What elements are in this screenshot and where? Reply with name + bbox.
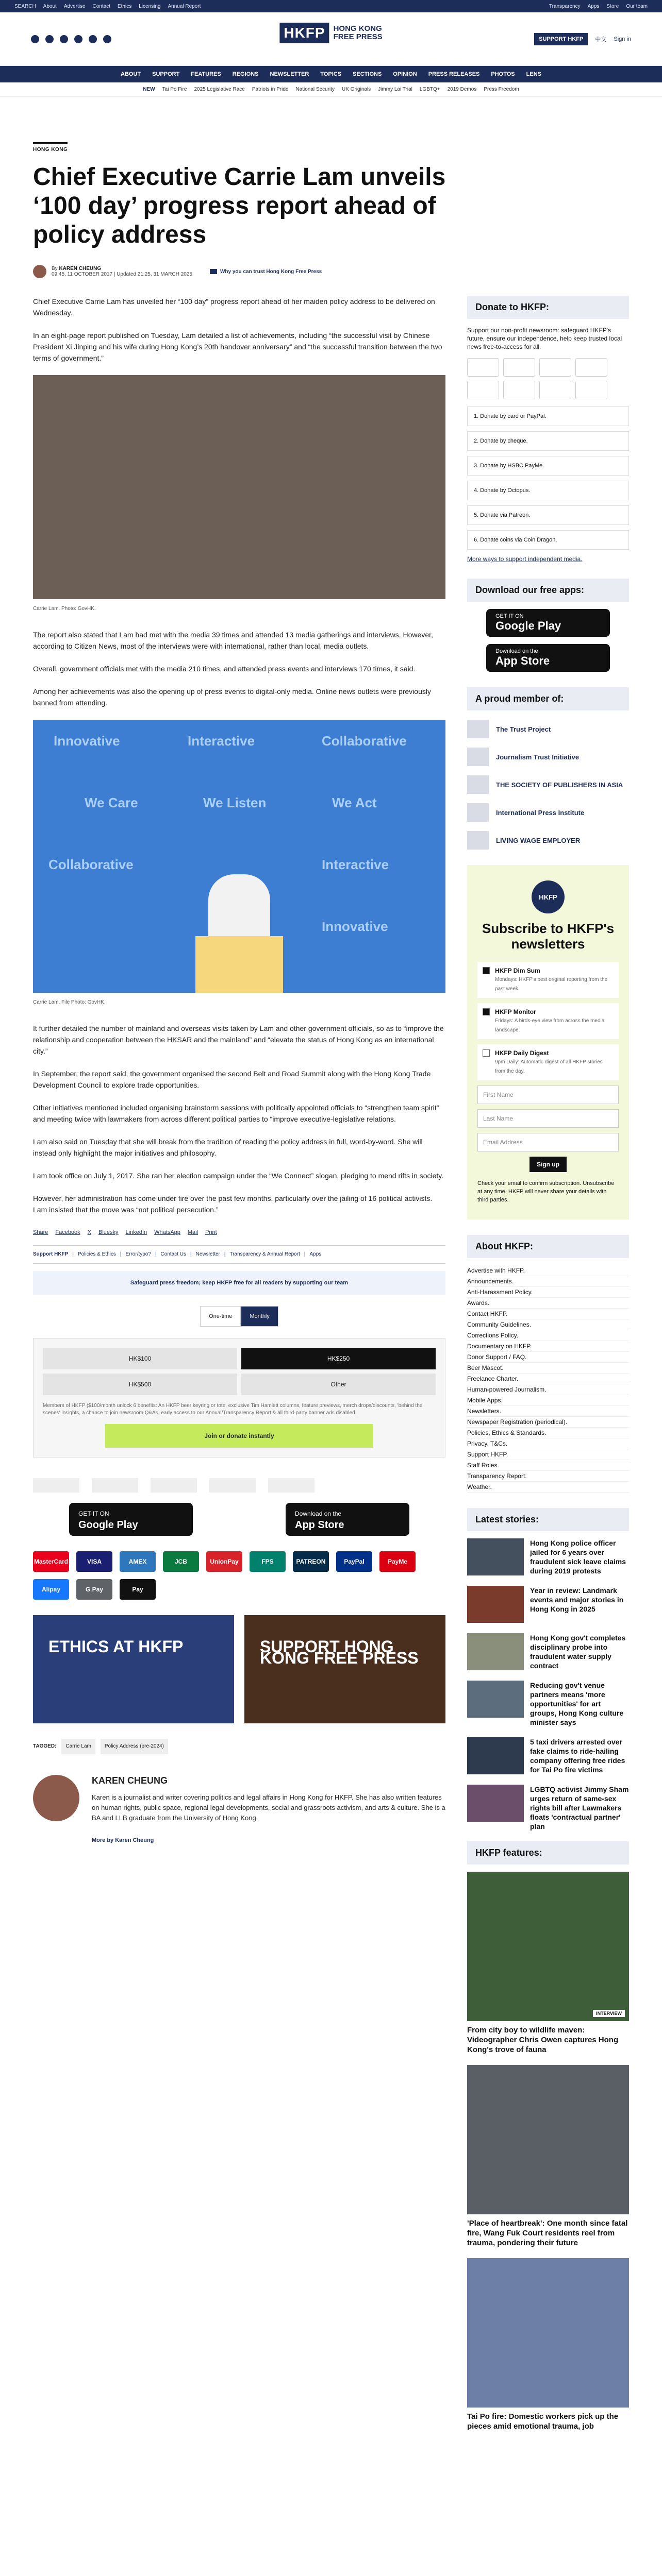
nav-newsletter[interactable]: NEWSLETTER: [270, 71, 309, 77]
backdrop-word: We Act: [332, 795, 377, 810]
about-link[interactable]: Freelance Charter.: [467, 1374, 629, 1384]
trending-item[interactable]: Patriots in Pride: [252, 87, 289, 92]
payme-icon: PayMe: [379, 1551, 416, 1572]
site-header: [0, 12, 662, 66]
living-wage-logo[interactable]: [268, 1478, 315, 1493]
email-icon[interactable]: [103, 35, 111, 43]
jcb-icon: JCB: [163, 1551, 199, 1572]
topbar-link-ethics[interactable]: Ethics: [117, 3, 132, 9]
about-link[interactable]: Corrections Policy.: [467, 1330, 629, 1341]
about-link[interactable]: Anti-Harassment Policy.: [467, 1287, 629, 1298]
patreon-icon: PATREON: [293, 1551, 329, 1572]
trending-item[interactable]: Press Freedom: [484, 87, 519, 92]
threads-icon[interactable]: [74, 35, 82, 43]
feature-tag: INTERVIEW: [593, 2010, 625, 2017]
member-label: Journalism Trust Initiative: [496, 753, 580, 761]
share-x[interactable]: X: [87, 1229, 92, 1235]
by-label: By: [52, 266, 58, 272]
first-name-input[interactable]: First Name: [477, 1086, 619, 1104]
story-title: Reducing gov't venue partners means 'more opportunities' for art groups, Hong Kong culture minister says: [530, 1681, 624, 1726]
card-icon: [539, 381, 571, 399]
backdrop-word: Collaborative: [322, 733, 407, 749]
amount-option[interactable]: HK$250: [241, 1348, 436, 1369]
topbar-link-team[interactable]: Our team: [626, 3, 648, 9]
typo-link[interactable]: Error/typo?: [125, 1251, 151, 1257]
trending-item[interactable]: Jimmy Lai Trial: [378, 87, 412, 92]
about-link[interactable]: Contact HKFP.: [467, 1309, 629, 1319]
nav-photos[interactable]: PHOTOS: [491, 71, 515, 77]
story-title: Hong Kong gov't completes disciplinary probe into fraudulent water supply contract: [530, 1634, 626, 1670]
nav-press-releases[interactable]: PRESS RELEASES: [428, 71, 480, 77]
alipay-icon: Alipay: [33, 1579, 69, 1600]
about-link[interactable]: Human-powered Journalism.: [467, 1384, 629, 1395]
social-icons: [31, 35, 111, 43]
category-kicker[interactable]: HONG KONG: [33, 142, 68, 152]
trending-item[interactable]: Tai Po Fire: [162, 87, 187, 92]
checkbox[interactable]: [483, 1049, 490, 1057]
feature-image: [467, 1872, 629, 2021]
apps-link[interactable]: Apps: [309, 1251, 322, 1257]
google-pay-icon: G Pay: [76, 1579, 112, 1600]
member-label: The Trust Project: [496, 725, 551, 733]
badge-small: Download on the: [295, 1510, 342, 1517]
card-icon: [575, 381, 607, 399]
card-icon: [467, 358, 499, 377]
paragraph: It further detailed the number of mainland and overseas visits taken by Lam and other government officials, so as to “improve the relationship and cooperation between the HKSAR and the mainland” and “elevate the status of Hong Kong as an international city.”: [33, 1024, 444, 1055]
promo-banners: [33, 1615, 445, 1723]
podium: [195, 936, 283, 993]
join-donate-button[interactable]: Join or donate instantly: [105, 1424, 373, 1448]
about-link[interactable]: Newsletters.: [467, 1406, 629, 1417]
logo-line-2: FREE PRESS: [333, 32, 383, 41]
latest-story[interactable]: [467, 1737, 629, 1774]
share-bluesky[interactable]: Bluesky: [98, 1229, 119, 1235]
about-link[interactable]: Support HKFP.: [467, 1449, 629, 1460]
share-print[interactable]: Print: [205, 1229, 217, 1235]
member-label: International Press Institute: [496, 808, 585, 817]
story-title: Hong Kong police officer jailed for 6 years over fraudulent sick leave claims during 2019 protests: [530, 1539, 626, 1575]
backdrop-word: Interactive: [322, 857, 389, 872]
tag[interactable]: Carrie Lam: [61, 1739, 95, 1754]
badge-small: GET IT ON: [78, 1510, 109, 1517]
about-link[interactable]: Beer Mascot.: [467, 1363, 629, 1374]
article-header: [0, 97, 662, 278]
trending-bar: [0, 82, 662, 97]
jti-logo: [467, 748, 489, 766]
feature-title: Tai Po fire: Domestic workers pick up the pieces amid emotional trauma, job: [467, 2412, 619, 2431]
option-desc: Mondays: HKFP's best original reporting from the past week.: [495, 977, 608, 992]
membership-info: Members of HKFP ($100/month unlock 6 benefits: An HKFP beer keyring or tote, exclusive Tim Hamlett columns, feature previews, merch drops/discounts, 'behind the scenes' insights, a chance to join newsroom Q&As, early access to our Annual/Transparency Report & all third-party banner ads disabled.: [43, 1403, 423, 1416]
nav-about[interactable]: ABOUT: [121, 71, 141, 77]
newsletter-box: [467, 865, 629, 1219]
card-icon: [539, 358, 571, 377]
newsletter-option[interactable]: [477, 1044, 619, 1080]
search-link[interactable]: SEARCH: [14, 3, 36, 9]
author-photo[interactable]: [33, 1775, 79, 1821]
paragraph: Overall, government officials met with the media 210 times, and attended press events and interviews 170 times, it said.: [33, 665, 416, 673]
contact-link[interactable]: Contact Us: [160, 1251, 187, 1257]
trending-item[interactable]: National Security: [295, 87, 335, 92]
nav-topics[interactable]: TOPICS: [320, 71, 342, 77]
tags-label: TAGGED:: [33, 1743, 57, 1749]
signin-link[interactable]: Sign in: [614, 36, 631, 42]
about-link[interactable]: Awards.: [467, 1298, 629, 1309]
donate-option[interactable]: 4. Donate by Octopus.: [467, 481, 629, 500]
header-actions: [534, 33, 631, 45]
author-avatar[interactable]: [33, 265, 46, 278]
membership-logos: [33, 1478, 445, 1493]
newsletter-link[interactable]: Newsletter: [195, 1251, 220, 1257]
latest-heading: Latest stories:: [467, 1508, 629, 1531]
latest-story[interactable]: [467, 1681, 629, 1727]
email-input[interactable]: Email Address: [477, 1133, 619, 1151]
paypal-icon: PayPal: [336, 1551, 372, 1572]
jti-logo[interactable]: [92, 1478, 138, 1493]
trust-project-logo: [467, 720, 489, 738]
story-title: LGBTQ activist Jimmy Sham urges return of same-sex rights bill after Lawmakers floats 'contractual partner' plan: [530, 1785, 629, 1831]
ipi-logo[interactable]: [209, 1478, 256, 1493]
about-link[interactable]: Privacy, T&Cs.: [467, 1438, 629, 1449]
paragraph: Lam took office on July 1, 2017. She ran her election campaign under the “We Connect” slogan, pledging to mend rifts in society.: [33, 1172, 444, 1180]
latest-story[interactable]: [467, 1586, 629, 1623]
topbar-link-advertise[interactable]: Advertise: [63, 3, 86, 9]
youtube-icon[interactable]: [89, 35, 97, 43]
donate-option[interactable]: 1. Donate by card or PayPal.: [467, 406, 629, 426]
nav-lens[interactable]: LENS: [526, 71, 541, 77]
nav-features[interactable]: FEATURES: [191, 71, 221, 77]
policies-link[interactable]: Policies & Ethics: [77, 1251, 116, 1257]
tag[interactable]: Policy Address (pre-2024): [101, 1739, 168, 1754]
story-title: 5 taxi drivers arrested over fake claims to ride-hailing company offering free rides for Tai Po fire victims: [530, 1738, 625, 1774]
option-desc: 9pm Daily: Automatic digest of all HKFP stories from the day.: [495, 1059, 603, 1074]
donate-heading: Donate to HKFP:: [467, 296, 629, 319]
paragraph: Other initiatives mentioned included organising brainstorm sessions with politically appointed officials to “strengthen team spirit” and meeting twice with lawmakers from across different political parties to “improve executive-legislative relations.: [33, 1104, 439, 1123]
backdrop-word: We Listen: [203, 795, 267, 810]
badge-big: Google Play: [78, 1519, 138, 1531]
paragraph: However, her administration has come under fire over the past few months, particularly over the jailing of 16 political activists. Lam insisted that the move was “not political persecution.”: [33, 1194, 433, 1214]
about-link[interactable]: Policies, Ethics & Standards.: [467, 1428, 629, 1438]
logo-line-1: HONG KONG: [333, 24, 382, 33]
main-nav: [0, 66, 662, 82]
trending-item[interactable]: LGBTQ+: [419, 87, 440, 92]
option-desc: Fridays: A birds-eye view from across the media landscape.: [495, 1018, 605, 1033]
card-icon: [467, 381, 499, 399]
story-thumbnail: [467, 1633, 524, 1670]
option-title: HKFP Dim Sum: [495, 967, 540, 974]
article-title: Chief Executive Carrie Lam unveils ‘100 day’ progress report ahead of policy address: [33, 163, 446, 248]
paragraph: Chief Executive Carrie Lam has unveiled her “100 day” progress report ahead of her maiden policy address to be delivered on Wednesday.: [33, 297, 435, 317]
about-link[interactable]: Announcements.: [467, 1276, 629, 1287]
photo-caption: Carrie Lam. Photo: GovHK.: [33, 606, 96, 612]
trust-icon: [210, 269, 217, 274]
about-link[interactable]: Mobile Apps.: [467, 1395, 629, 1406]
backdrop-word: We Care: [85, 795, 138, 810]
topbar-link-contact[interactable]: Contact: [92, 3, 110, 9]
member-ipi[interactable]: [467, 803, 629, 822]
about-link[interactable]: Newspaper Registration (periodical).: [467, 1417, 629, 1428]
donate-intro[interactable]: Support our non-profit newsroom: safeguard HKFP's future, ensure our independence, help keep trusted local news free-to-access for all.: [467, 327, 622, 350]
amount-option[interactable]: Other: [241, 1374, 436, 1395]
member-label: THE SOCIETY OF PUBLISHERS IN ASIA: [496, 781, 623, 789]
newsletter-option[interactable]: [477, 962, 619, 998]
badge-big: Google Play: [495, 619, 561, 632]
trending-item[interactable]: UK Originals: [342, 87, 371, 92]
member-label: LIVING WAGE EMPLOYER: [496, 836, 581, 844]
story-thumbnail: [467, 1681, 524, 1718]
topbar-link-apps[interactable]: Apps: [587, 3, 600, 9]
updated-date: Updated 21:25, 31 MARCH 2025: [117, 272, 192, 277]
sopa-logo[interactable]: [151, 1478, 197, 1493]
card-icon: [503, 381, 535, 399]
payment-methods: [33, 1551, 445, 1600]
option-title: HKFP Daily Digest: [495, 1049, 549, 1057]
member-trust-project[interactable]: [467, 720, 629, 738]
logo-box: HKFP: [279, 23, 329, 43]
topbar-link-annual-report[interactable]: Annual Report: [168, 3, 201, 9]
amount-option[interactable]: HK$500: [43, 1374, 237, 1395]
member-jti[interactable]: [467, 748, 629, 766]
about-link[interactable]: Staff Roles.: [467, 1460, 629, 1471]
latest-story[interactable]: [467, 1785, 629, 1831]
one-time-tab[interactable]: One-time: [200, 1306, 241, 1327]
share-mail[interactable]: Mail: [187, 1229, 198, 1235]
donate-option[interactable]: 6. Donate coins via Coin Dragon.: [467, 530, 629, 550]
topbar-link-transparency[interactable]: Transparency: [549, 3, 581, 9]
x-icon[interactable]: [45, 35, 54, 43]
trust-link[interactable]: [210, 269, 322, 275]
amount-option[interactable]: HK$100: [43, 1348, 237, 1369]
unionpay-icon: UnionPay: [206, 1551, 242, 1572]
card-icon: [503, 358, 535, 377]
checkbox[interactable]: [483, 1008, 490, 1015]
apps-heading: Download our free apps:: [467, 579, 629, 602]
nav-opinion[interactable]: OPINION: [393, 71, 417, 77]
paragraph: In September, the report said, the government organised the second Belt and Road Summit along with the Hong Kong Trade Development Council to explore trade opportunities.: [33, 1070, 431, 1089]
topbar-link-licensing[interactable]: Licensing: [139, 3, 161, 9]
nav-regions[interactable]: REGIONS: [232, 71, 259, 77]
byline: [33, 265, 629, 278]
donation-frequency: [33, 1306, 445, 1327]
badge-big: App Store: [295, 1519, 344, 1531]
donation-amounts: [33, 1338, 445, 1458]
safeguard-banner[interactable]: Safeguard press freedom; keep HKFP free for all readers by supporting our team: [33, 1271, 445, 1295]
paragraph: Lam also said on Tuesday that she will break from the tradition of reading the policy address in full, word-by-word. She will instead only highlight the major initiatives and philosophy.: [33, 1138, 423, 1157]
donate-option[interactable]: 3. Donate by HSBC PayMe.: [467, 456, 629, 476]
about-link[interactable]: Community Guidelines.: [467, 1319, 629, 1330]
option-title: HKFP Monitor: [495, 1008, 536, 1015]
article-photo-carrie-lam[interactable]: [33, 375, 445, 599]
member-sopa[interactable]: [467, 775, 629, 794]
apple-pay-icon: Pay: [120, 1579, 156, 1600]
paragraph: The report also stated that Lam had met with the media 39 times and attended 13 media gatherings and interviews. However, according to Citizen News, most of the interviews were with international, rather than local, media outlets.: [33, 631, 433, 650]
about-link[interactable]: Transparency Report.: [467, 1471, 629, 1482]
nav-support[interactable]: SUPPORT: [152, 71, 180, 77]
about-heading: About HKFP:: [467, 1235, 629, 1258]
last-name-input[interactable]: Last Name: [477, 1109, 619, 1128]
about-link[interactable]: Documentary on HKFP.: [467, 1341, 629, 1352]
backdrop-word: Interactive: [188, 733, 255, 749]
share-bar: [33, 1227, 445, 1238]
member-living-wage[interactable]: [467, 831, 629, 850]
share-whatsapp[interactable]: WhatsApp: [154, 1229, 180, 1235]
trending-item[interactable]: 2019 Demos: [447, 87, 477, 92]
photo-caption: Carrie Lam. File Photo: GovHK.: [33, 999, 106, 1005]
app-store-badges: [69, 1503, 409, 1536]
site-logo[interactable]: [279, 23, 382, 43]
member-heading: A proud member of:: [467, 687, 629, 710]
top-utility-bar: [0, 0, 662, 12]
google-play-badge[interactable]: [486, 609, 610, 637]
trust-project-logo[interactable]: [33, 1478, 79, 1493]
article-tags: [33, 1739, 445, 1754]
app-store-badge[interactable]: [486, 644, 610, 672]
support-links: Support HKFP | Policies & Ethics | Error/typo? | Contact Us | Newsletter | Transparency & Annual Report | Apps: [33, 1245, 445, 1264]
facebook-icon[interactable]: [31, 35, 39, 43]
author-bio: Karen is a journalist and writer covering politics and legal affairs in Hong Kong for HKFP. She has also written features on human rights, public space, regional legal developments, social and grassroots activism, and arts & culture. She is a BA and LLB graduate from the University of Hong Kong.: [92, 1793, 445, 1822]
author-box-name[interactable]: KAREN CHEUNG: [92, 1775, 168, 1786]
mastercard-icon: MasterCard: [33, 1551, 69, 1572]
story-thumbnail: [467, 1586, 524, 1623]
support-button[interactable]: SUPPORT HKFP: [534, 33, 588, 45]
content-layout: [0, 296, 662, 2442]
features-heading: HKFP features:: [467, 1841, 629, 1865]
ipi-logo: [467, 803, 489, 822]
paragraph: Among her achievements was also the opening up of press events to digital-only media. Online news outlets were previously banned from attending.: [33, 687, 431, 707]
living-wage-logo: [467, 831, 489, 850]
article-photo-press-event[interactable]: [33, 720, 445, 993]
byline-text: By KAREN CHEUNG 09:45, 11 OCTOBER 2017 | Updated 21:25, 31 MARCH 2025: [52, 266, 192, 277]
transparency-link[interactable]: Transparency & Annual Report: [229, 1251, 300, 1257]
author-name[interactable]: KAREN CHEUNG: [59, 266, 102, 272]
about-link[interactable]: Donor Support / FAQ.: [467, 1352, 629, 1363]
fps-icon: FPS: [250, 1551, 286, 1572]
backdrop-word: Innovative: [322, 919, 388, 934]
about-link[interactable]: Advertise with HKFP.: [467, 1265, 629, 1276]
story-thumbnail: [467, 1785, 524, 1822]
hkfp-badge: HKFP: [532, 880, 565, 913]
newsletter-heading: Subscribe to HKFP's newsletters: [482, 921, 615, 952]
more-ways-link[interactable]: More ways to support independent media.: [467, 555, 583, 563]
backdrop-word: Collaborative: [48, 857, 134, 872]
google-play-badge[interactable]: [69, 1503, 193, 1536]
newsletter-note: Check your email to confirm subscription. Unsubscribe at any time. HKFP will never share your details with third parties.: [477, 1180, 615, 1203]
paragraph: In an eight-page report published on Tuesday, Lam detailed a list of achievements, including “the successful visit by Chinese President Xi Jinping and his wife during Hong Kong’s 20th handover anniversary” and “the successful transition between the two terms of government.”: [33, 331, 442, 362]
feature-image: [467, 2258, 629, 2408]
latest-story[interactable]: [467, 1633, 629, 1670]
feature-title: From city boy to wildlife maven: Videographer Chris Owen captures Hong Kong's trove of fauna: [467, 2026, 619, 2054]
topbar-link-store[interactable]: Store: [606, 3, 619, 9]
feature-story[interactable]: [467, 2065, 629, 2248]
more-by-author-link[interactable]: More by Karen Cheung: [92, 1837, 154, 1843]
article-body: [33, 296, 445, 2442]
topbar-link-about[interactable]: About: [43, 3, 57, 9]
logo-text: [334, 25, 383, 41]
trust-link-label: Why you can trust Hong Kong Free Press: [220, 268, 322, 275]
nav-sections[interactable]: SECTIONS: [353, 71, 382, 77]
feature-image: [467, 2065, 629, 2214]
card-icon: [575, 358, 607, 377]
amex-icon: AMEX: [120, 1551, 156, 1572]
share-label: Share: [33, 1229, 48, 1235]
feature-story[interactable]: [467, 2258, 629, 2431]
share-facebook[interactable]: Facebook: [55, 1229, 80, 1235]
story-thumbnail: [467, 1538, 524, 1575]
badge-small: Download on the: [495, 648, 538, 654]
new-label: NEW: [143, 87, 155, 92]
instagram-icon[interactable]: [60, 35, 68, 43]
latest-story[interactable]: [467, 1538, 629, 1575]
donate-card-icons: [467, 358, 629, 399]
about-link[interactable]: Weather.: [467, 1482, 629, 1493]
sopa-logo: [467, 775, 489, 794]
support-link[interactable]: Support HKFP: [33, 1251, 69, 1257]
signup-button[interactable]: Sign up: [529, 1157, 567, 1172]
author-box: [33, 1775, 445, 1846]
badge-small: GET IT ON: [495, 613, 524, 619]
donate-option[interactable]: 5. Donate via Patreon.: [467, 505, 629, 525]
app-store-badge[interactable]: [286, 1503, 409, 1536]
support-banner[interactable]: SUPPORT HONG KONG FREE PRESS: [244, 1615, 445, 1723]
story-thumbnail: [467, 1737, 524, 1774]
newsletter-option[interactable]: [477, 1003, 619, 1039]
about-list: [467, 1265, 629, 1493]
monthly-tab[interactable]: Monthly: [241, 1306, 278, 1327]
trending-item[interactable]: 2025 Legislative Race: [194, 87, 245, 92]
ethics-banner[interactable]: ETHICS AT HKFP: [33, 1615, 234, 1723]
story-title: Year in review: Landmark events and major stories in Hong Kong in 2025: [530, 1586, 624, 1613]
visa-icon: VISA: [76, 1551, 112, 1572]
badge-big: App Store: [495, 654, 550, 667]
sidebar: [467, 296, 629, 2442]
feature-title: 'Place of heartbreak': One month since fatal fire, Wang Fuk Court residents reel from trauma, pondering their future: [467, 2219, 628, 2247]
language-link[interactable]: 中文: [595, 37, 607, 43]
backdrop-word: Innovative: [54, 733, 120, 749]
share-linkedin[interactable]: LinkedIn: [125, 1229, 147, 1235]
donate-option[interactable]: 2. Donate by cheque.: [467, 431, 629, 451]
feature-story[interactable]: [467, 1872, 629, 2055]
publish-date: 09:45, 11 OCTOBER 2017: [52, 272, 113, 277]
checkbox[interactable]: [483, 967, 490, 974]
